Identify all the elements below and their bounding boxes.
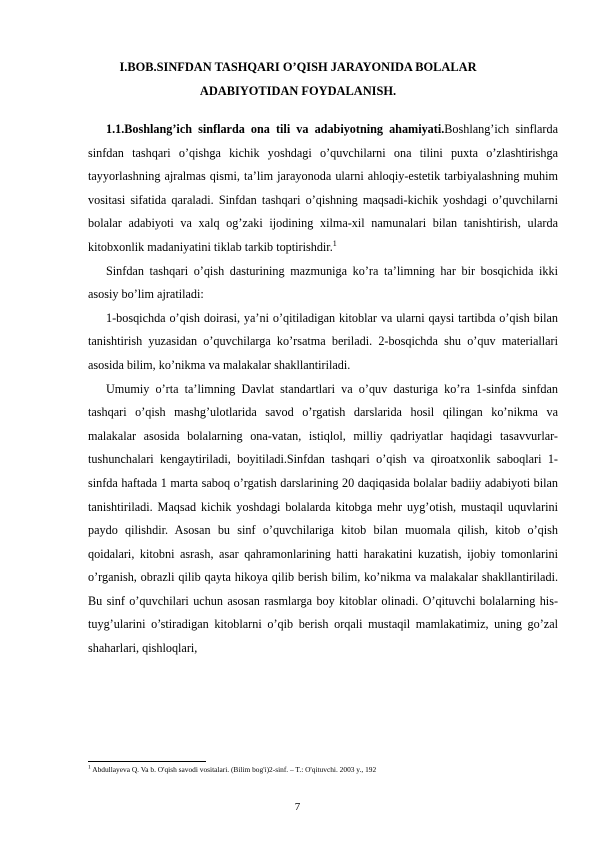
footnote [88, 765, 558, 775]
paragraph-2: Sinfdan tashqari o’qish dasturining mazmuniga ko’ra ta’limning har bir bosqichida ikki asosiy bo’lim ajratiladi: [88, 263, 558, 302]
footnote-number: 1 [88, 765, 91, 771]
chapter-title-line-2: ADABIYOTIDAN FOYDALANISH. [199, 84, 397, 98]
body-text [88, 118, 558, 661]
chapter-title-line-1: I.BOB.SINFDAN TASHQARI O’QISH JARAYONIDA BOLALAR [119, 60, 477, 74]
paragraph-4: Umumiy o’rta ta’limning Davlat standartlari va o’quv dasturiga ko’ra 1-sinfda sinfdan tashqari o’qish mashg’ulotlarida savod o’rgatish darslarida hosil qilingan ko’nikma va malakalar asosida bolalarning ona-vatan, istiqlol, milliy qadriyatlar haqidagi tasavvurlar-tushunchalari kengaytiriladi, boyitiladi.Sinfdan tashqari o’qish va qiroatxonlik saboqlari 1-sinfda haftada 1 marta saboq o’rgatish darslarining 20 daqiqasida bolalar badiiy adabiyoti bilan tanishtiriladi. Maqsad kichik yoshdagi bolalarda kitobga mehr uyg’otish, mustaqil uquvlarini paydo qilishdir. Asosan bu sinf o’quvchilariga kitob bilan muomala qilish, kitob o’qish qoidalari, kitobni asrash, asar qahramonlarining hatti harakatini kuzatish, ijobiy tomonlarini o’rganish, obrazli qilib qayta hikoya qilib berish bilim, ko’nikma va malakalar shakllantiriladi. Bu sinf o’quvchilari uchun asosan rasmlarga boy kitoblar olinadi. O’qituvchi bolalarning his-tuyg’ularini o’stiradigan kitoblarni o’qib berish orqali mustaqil mamlakatimiz, uning go’zal shaharlari, qishloqlari, [88, 381, 558, 656]
paragraph-3: 1-bosqichda o’qish doirasi, ya’ni o’qitiladigan kitoblar va ularni qaysi tartibda o’qish bilan tanishtirish yuzasidan o’quvchilarga ko’rsatma beriladi. 2-bosqichda shu o’quv materiallari asosida bilim, ko’nikma va malakalar shakllantiriladi. [88, 310, 558, 372]
section-heading: 1.1.Boshlang’ich sinflarda ona tili va adabiyotning ahamiyati. [106, 122, 445, 136]
footnote-divider [88, 761, 206, 762]
paragraph-1 [88, 118, 558, 260]
footnote-reference: 1 [332, 238, 337, 248]
paragraph-1-text: Boshlang’ich sinflarda sinfdan tashqari o’qishga kichik yoshdagi o’quvchilarni ona tilini puxta o’zlashtirishga tayyorlashning ajralmas qismi, ta’lim jarayonoda ularni ahloqiy-estetik tarbiyalashning muhim vositasi sifatida qaraladi. Sinfdan tashqari o’qishning maqsadi-kichik yoshdagi o’quvchilarni bolalar adabiyoti va xalq og’zaki ijodining xilma-xil namunalari bilan tanishtirish, ularda kitobxonlik madaniyatini tiklab tarkib toptirishdir. [88, 122, 558, 254]
footnote-text: Abdullayeva Q. Va b. O'qish savodi vositalari. (Bilim bog'i)2-sinf. – T.: O'qituvchi. 2003 y., 192 [90, 765, 377, 774]
page-number: 7 [294, 801, 301, 813]
